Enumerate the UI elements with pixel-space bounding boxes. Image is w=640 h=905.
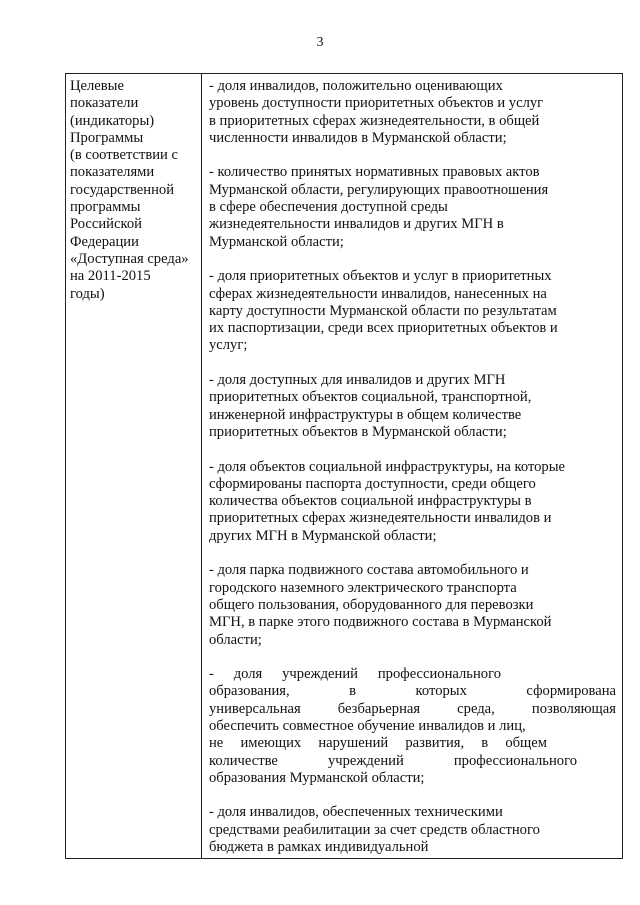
indicator-item	[209, 268, 616, 354]
indicator-line: не имеющих нарушений развития, в общем	[209, 735, 547, 752]
indicators-label-cell	[66, 74, 202, 859]
indicator-line: универсальная безбарьерная среда, позволяющая	[209, 700, 616, 717]
indicator-line: их паспортизации, среди всех приоритетных объектов и	[209, 320, 558, 337]
label-line: Целевые	[70, 78, 124, 94]
indicator-line: Мурманской области;	[209, 233, 344, 250]
label-line: программы	[70, 199, 141, 216]
indicator-item	[209, 562, 616, 648]
table-row	[66, 74, 623, 859]
indicator-item	[209, 459, 616, 545]
indicator-line: приоритетных объектов социальной, транспортной,	[209, 389, 532, 406]
indicator-line: - доля инвалидов, обеспеченных техническими	[209, 804, 503, 821]
indicator-line: образования, в которых сформирована	[209, 683, 616, 700]
indicator-line: услуг;	[209, 337, 248, 354]
label-line: (в соответствии с	[70, 147, 178, 164]
indicator-line: области;	[209, 631, 262, 648]
indicator-line: других МГН в Мурманской области;	[209, 527, 437, 544]
indicator-line: МГН, в парке этого подвижного состава в Мурманской	[209, 614, 552, 631]
label-line: показателями	[70, 164, 155, 181]
indicator-line: - доля учреждений профессионального	[209, 666, 501, 683]
indicator-item	[209, 78, 616, 147]
indicator-line: инженерной инфраструктуры в общем количестве	[209, 406, 522, 423]
indicator-line: общего пользования, оборудованного для перевозки	[209, 596, 534, 613]
indicator-line: обеспечить совместное обучение инвалидов и лиц,	[209, 717, 526, 734]
indicator-item	[209, 804, 616, 856]
indicators-table	[65, 73, 623, 859]
indicator-line: Мурманской области, регулирующих правоотношения	[209, 181, 549, 198]
label-line: годы)	[70, 285, 105, 302]
indicator-line: - доля приоритетных объектов и услуг в приоритетных	[209, 268, 552, 285]
indicator-line: в сфере обеспечения доступной среды	[209, 199, 448, 216]
indicators-content-cell	[202, 74, 623, 859]
indicator-line: - доля доступных для инвалидов и других МГН	[209, 372, 506, 389]
indicator-line: средствами реабилитации за счет средств областного	[209, 821, 540, 838]
indicator-line: в приоритетных сферах жизнедеятельности, в общей	[209, 112, 540, 129]
indicator-line: жизнедеятельности инвалидов и других МГН в	[209, 216, 504, 233]
label-line: на 2011-2015	[70, 268, 151, 285]
indicator-line: карту доступности Мурманской области по результатам	[209, 302, 557, 319]
indicator-line: - количество принятых нормативных правовых актов	[209, 164, 540, 181]
indicator-item	[209, 372, 616, 441]
label-line: Российской	[70, 216, 142, 233]
indicator-item	[209, 164, 616, 250]
indicator-line: - доля парка подвижного состава автомобильного и	[209, 562, 529, 579]
indicator-item	[209, 666, 616, 787]
indicator-line: приоритетных сферах жизнедеятельности инвалидов и	[209, 510, 552, 527]
label-line: Федерации	[70, 233, 139, 250]
indicator-line: уровень доступности приоритетных объектов и услуг	[209, 95, 544, 112]
indicator-line: численности инвалидов в Мурманской области;	[209, 129, 507, 146]
indicator-line: сферах жизнедеятельности инвалидов, нанесенных на	[209, 285, 547, 302]
indicator-line: образования Мурманской области;	[209, 769, 425, 786]
indicator-line: количестве учреждений профессионального	[209, 752, 577, 769]
indicator-line: бюджета в рамках индивидуальной	[209, 839, 429, 856]
label-line: (индикаторы)	[70, 112, 155, 129]
label-line: государственной	[70, 181, 175, 198]
page-number: 3	[316, 35, 324, 50]
indicator-line: городского наземного электрического транспорта	[209, 579, 517, 596]
label-line: «Доступная среда»	[70, 250, 189, 267]
indicator-line: - доля инвалидов, положительно оценивающих	[209, 78, 503, 94]
label-line: показатели	[70, 95, 139, 112]
indicator-line: количества объектов социальной инфраструктуры в	[209, 493, 532, 510]
indicator-line: сформированы паспорта доступности, среди общего	[209, 475, 536, 492]
indicator-line: - доля объектов социальной инфраструктуры, на которые	[209, 458, 565, 475]
label-line: Программы	[70, 129, 144, 146]
indicator-line: приоритетных объектов в Мурманской области;	[209, 423, 507, 440]
